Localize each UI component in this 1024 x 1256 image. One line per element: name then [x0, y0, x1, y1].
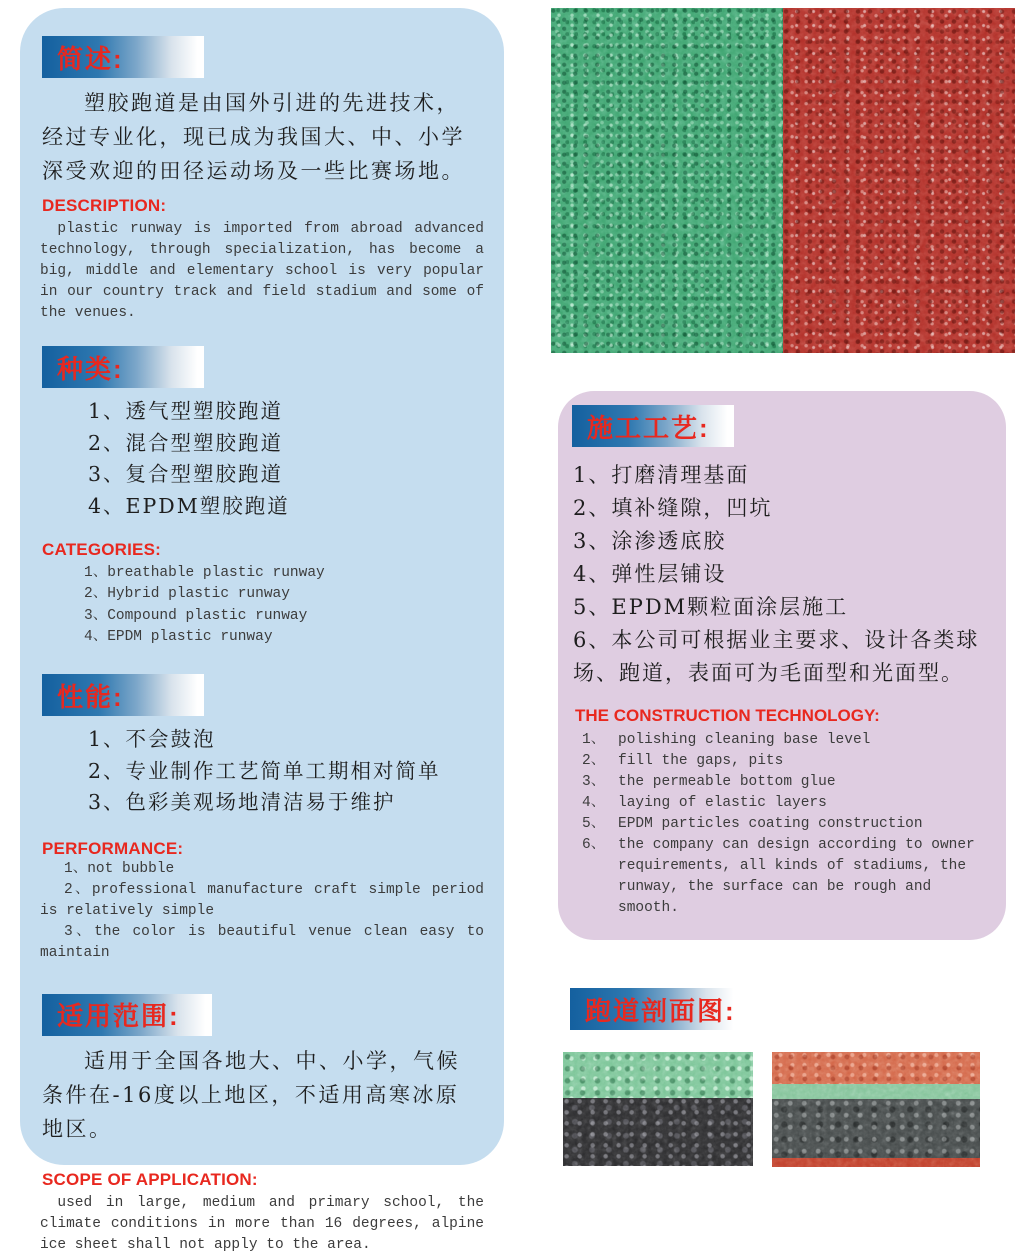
- item-text: EPDM particles coating construction: [618, 816, 923, 832]
- brief-body-en: plastic runway is imported from abroad advanced technology, through specialization, has become a big, middle and elementary school is very popular in our country track and field stadium and some of the venues.: [40, 221, 484, 321]
- item-number: 5、: [582, 816, 606, 832]
- green-middle-layer: [772, 1084, 980, 1099]
- scope-en-title: SCOPE OF APPLICATION:: [42, 1169, 258, 1189]
- scope-body-en: used in large, medium and primary school, the climate conditions in more than 16 degrees, alpine ice sheet shall not apply to the area.: [40, 1194, 484, 1253]
- categories-en-title: CATEGORIES:: [42, 540, 162, 559]
- cross-section-photo-left: [563, 1052, 753, 1166]
- list-item: 4、EPDM plastic runway: [84, 628, 273, 645]
- item-text: fill the gaps, pits: [618, 753, 784, 769]
- list-item: [582, 793, 994, 814]
- section-bar-profile-label: 跑道剖面图:: [585, 995, 736, 1026]
- list-item: 1、打磨清理基面: [573, 463, 750, 487]
- performance-list-cn: [20, 724, 504, 819]
- section-bar-categories: [42, 346, 204, 388]
- item-number: 6、: [582, 837, 606, 853]
- section-bar-construction: [572, 405, 734, 447]
- list-item: 3、the color is beautiful venue clean easy to maintain: [40, 923, 484, 961]
- red-surface-swatch: [783, 8, 1015, 353]
- brief-body-cn: 塑胶跑道是由国外引进的先进技术，经过专业化，现已成为我国大、中、小学深受欢迎的田径运动场及一些比赛场地。: [42, 91, 465, 183]
- list-item: [582, 835, 994, 919]
- categories-list-en: [20, 563, 504, 648]
- list-item: 1、breathable plastic runway: [84, 565, 325, 581]
- section-bar-performance-label: 性能:: [57, 681, 124, 712]
- list-item: 3、Compound plastic runway: [84, 607, 308, 624]
- list-item: 3、色彩美观场地清洁易于维护: [88, 790, 396, 815]
- list-item: 1、透气型塑胶跑道: [88, 399, 284, 423]
- section-bar-profile: [570, 988, 740, 1030]
- section-bar-construction-label: 施工工艺:: [587, 412, 710, 443]
- list-item: 4、EPDM塑胶跑道: [88, 493, 290, 518]
- item-text: the company can design according to owner requirements, all kinds of stadiums, the runway, the surface can be rough and smooth.: [618, 837, 975, 916]
- list-item: 3、复合型塑胶跑道: [88, 462, 284, 486]
- list-item: [582, 772, 994, 793]
- green-granule-layer: [563, 1052, 753, 1098]
- list-item: 2、professional manufacture craft simple period is relatively simple: [40, 881, 484, 919]
- list-item: 4、弹性层铺设: [573, 562, 727, 586]
- categories-list-cn: [20, 396, 504, 522]
- performance-en-title: PERFORMANCE:: [42, 838, 184, 858]
- scope-body-cn: 适用于全国各地大、中、小学，气候条件在-16度以上地区，不适用高寒冰原地区。: [42, 1048, 460, 1141]
- item-number: 3、: [582, 774, 606, 790]
- runway-surface-photo: [551, 8, 1015, 353]
- item-text: polishing cleaning base level: [618, 732, 871, 748]
- item-text: laying of elastic layers: [618, 795, 827, 811]
- red-bottom-strip: [772, 1158, 980, 1167]
- list-item: 1、not bubble: [64, 860, 175, 877]
- section-bar-scope-label: 适用范围:: [57, 1001, 180, 1032]
- list-item: [582, 751, 994, 772]
- construction-list-en: [582, 730, 994, 919]
- section-bar-brief-label: 简述:: [57, 43, 124, 74]
- construction-list-cn: [558, 459, 1006, 690]
- list-item: [582, 730, 994, 751]
- brief-en-title: DESCRIPTION:: [42, 196, 167, 215]
- section-bar-categories-label: 种类:: [57, 353, 124, 384]
- list-item: 1、不会鼓泡: [88, 727, 216, 752]
- list-item: [582, 814, 994, 835]
- red-surface-layer: [772, 1052, 980, 1084]
- list-item: 2、专业制作工艺简单工期相对简单: [88, 758, 441, 783]
- black-rubber-layer: [563, 1098, 753, 1166]
- item-number: 1、: [582, 732, 606, 748]
- item-number: 2、: [582, 753, 606, 769]
- list-item: 2、填补缝隙，凹坑: [573, 496, 773, 520]
- list-item: 2、Hybrid plastic runway: [84, 586, 290, 603]
- cross-section-photo-right: [772, 1052, 980, 1167]
- green-surface-swatch: [551, 8, 783, 353]
- asphalt-base-layer: [772, 1099, 980, 1158]
- construction-panel: [558, 391, 1006, 940]
- section-bar-brief: [42, 36, 204, 78]
- item-number: 4、: [582, 795, 606, 811]
- list-item: 3、涂渗透底胶: [573, 529, 727, 553]
- list-item: 6、本公司可根据业主要求、设计各类球场、跑道，表面可为毛面型和光面型。: [573, 628, 980, 685]
- section-bar-performance: [42, 674, 204, 716]
- construction-en-title: THE CONSTRUCTION TECHNOLOGY:: [575, 706, 880, 725]
- list-item: 2、混合型塑胶跑道: [88, 430, 284, 455]
- section-bar-scope: [42, 994, 212, 1036]
- list-item: 5、EPDM颗粒面涂层施工: [573, 595, 849, 619]
- item-text: the permeable bottom glue: [618, 774, 836, 790]
- left-info-panel: [20, 8, 504, 1253]
